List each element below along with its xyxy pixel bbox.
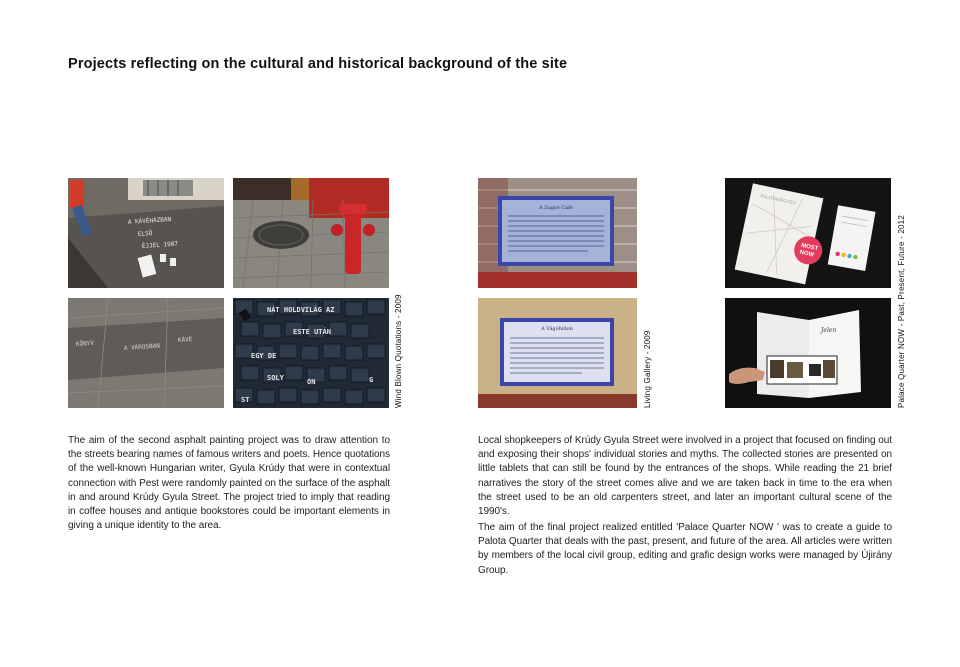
cobble-text-4: SOLY: [267, 374, 284, 382]
tablet-photo-1: [478, 178, 637, 288]
booklet-badge-line-1: MOST: [800, 242, 819, 253]
tablet-photo-2: [478, 298, 637, 408]
tablet-1-heading: A Zugsó Café: [539, 205, 573, 211]
asphalt-text-6: KÁVÉ: [177, 336, 193, 344]
caption-living-gallery: Living Gallery - 2009: [643, 330, 652, 408]
tablet-2-heading: A Vágóhídon: [541, 326, 573, 332]
asphalt-text-5: A VÁROSBAN: [123, 342, 161, 352]
paragraph-asphalt-project: The aim of the second asphalt painting project was to draw attention to the streets bearing names of famous writers and poets. Hence quotations of the well-known Hungarian writer, Gyula Krúdy that were in contextual connection with Pest were randomly painted on the surface of the asphalt in and around Krúdy Gyula Street. The project tried to imply that reading in coffee houses and antique bookstores could be important elements in giving a unique identity to the area.: [68, 435, 390, 532]
cobble-text-6: ST: [241, 396, 250, 404]
cobble-text-1: NÁT HOLDVILÁG AZ: [267, 306, 335, 314]
paragraph-living-gallery: Local shopkeepers of Krúdy Gyula Street were involved in a project that focused on finding out and exposing their shops' individual stories and myths. The collected stories are presented on little tablets that can still be found by the entrances of the shops. While reading the 21 brief narratives the story of the street comes alive and we are taken back in time to the era when the street used to be an old carpenters street, and later an important cultural scene of the 1990's.: [478, 435, 892, 518]
asphalt-quote-photo-1: [68, 178, 224, 288]
booklet-page-heading: Jelen: [821, 327, 837, 334]
booklet-badge-line-2: NOW: [798, 249, 815, 259]
booklet-cover-title: PALOTANEGYED: [760, 193, 797, 206]
cobble-text-5: ON: [307, 378, 316, 386]
cobble-text-7: G: [369, 376, 374, 384]
booklet-photo-1: [725, 178, 891, 288]
asphalt-text-4: KÖNYV: [75, 339, 95, 348]
caption-wind-blown: Wind Blown Quotations - 2009: [394, 294, 403, 408]
booklet-photo-2: [725, 298, 891, 408]
asphalt-text-1: A KÁVÉHÁZBAN: [127, 215, 172, 226]
asphalt-quote-photo-3: [68, 298, 224, 408]
paragraph-palace-quarter: The aim of the final project realized entitled 'Palace Quarter NOW ' was to create a guide to Palota Quarter that deals with the past, present, and future of the area. All articles were written by members of the local civil group, editing and grafic design works were managed by Újirány Group.: [478, 522, 892, 576]
caption-palace-quarter: Palace Quarter NOW - Past, Present, Future - 2012: [897, 215, 906, 408]
asphalt-manhole-hydrant-photo: [233, 178, 389, 288]
cobble-text-3: EGY DE: [251, 352, 277, 360]
asphalt-text-2: ELSŐ: [137, 230, 153, 238]
asphalt-text-3: ÉJJEL 1907: [141, 240, 179, 250]
page-title: Projects reflecting on the cultural and historical background of the site: [68, 56, 568, 72]
asphalt-cobblestone-photo: [233, 298, 389, 408]
cobble-text-2: ESTE UTÁN: [293, 328, 331, 336]
